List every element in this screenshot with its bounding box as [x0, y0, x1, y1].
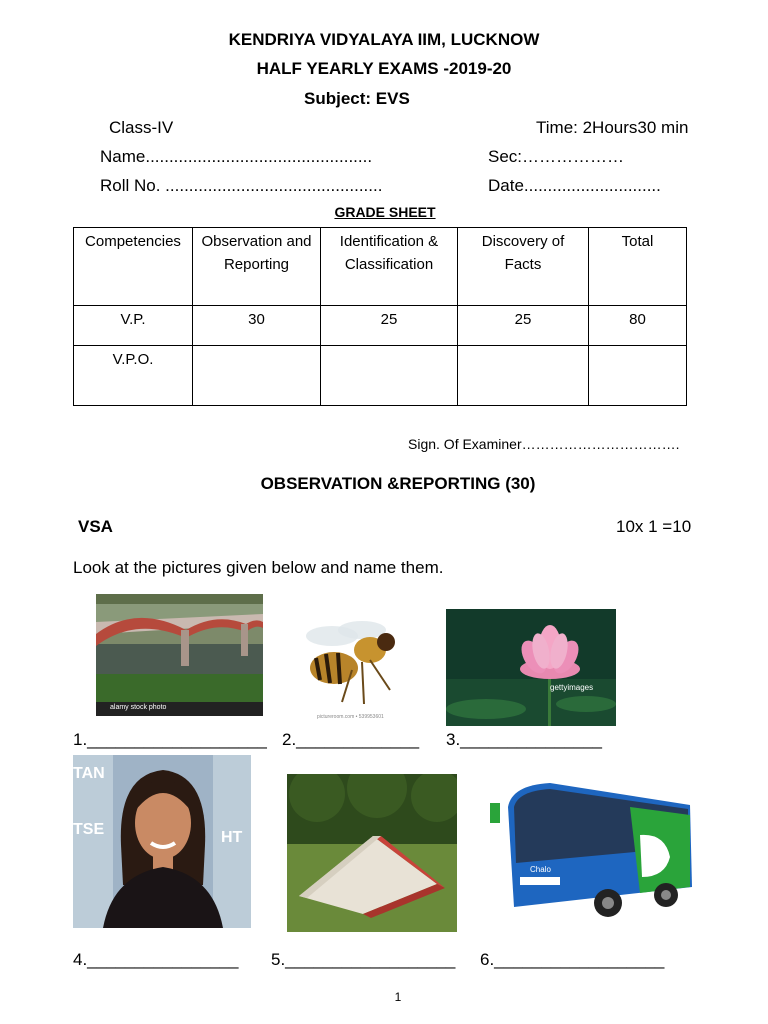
table-cell: 25 — [321, 306, 458, 346]
section-title: OBSERVATION &REPORTING (30) — [260, 474, 536, 493]
answer-line-1: 1.___________________ — [73, 730, 267, 749]
instruction-text: Look at the pictures given below and name them. — [73, 558, 444, 577]
subject-title: Subject: EVS — [304, 89, 410, 108]
class-label: Class-IV — [109, 118, 174, 137]
roll-number-field: Roll No. .............................................. — [100, 176, 383, 195]
bus-text: Chalo — [530, 865, 551, 874]
table-cell — [193, 346, 321, 406]
school-name: KENDRIYA VIDYALAYA IIM, LUCKNOW — [228, 30, 540, 49]
bee-caption: pictureroom.com • 539953601 — [317, 714, 384, 720]
tent-picture — [287, 774, 457, 932]
table-cell — [458, 346, 589, 406]
answer-line-2: 2._____________ — [282, 730, 420, 749]
table-header-cell: Competencies — [74, 228, 193, 306]
person-picture — [73, 755, 251, 928]
answer-line-4: 4.________________ — [73, 950, 239, 969]
marks-label: 10x 1 =10 — [616, 517, 692, 536]
bus-picture — [490, 777, 696, 920]
table-cell: 25 — [458, 306, 589, 346]
answer-line-5: 5.__________________ — [271, 950, 456, 969]
table-cell — [321, 346, 458, 406]
page-number: 1 — [394, 990, 402, 1004]
grade-sheet-title: GRADE SHEET — [334, 204, 436, 220]
answer-line-6: 6.__________________ — [480, 950, 665, 969]
time-label: Time: 2Hours30 min — [536, 118, 689, 137]
grade-sheet-table — [73, 227, 687, 406]
table-header-cell: Total — [589, 228, 687, 306]
bridge-caption: alamy stock photo — [110, 704, 167, 711]
table-row — [74, 346, 687, 406]
examiner-signature: Sign. Of Examiner……………………………. — [408, 436, 680, 452]
name-field: Name................................................ — [100, 147, 373, 166]
backdrop-text-2: TSE — [73, 821, 105, 838]
table-cell: 30 — [193, 306, 321, 346]
table-header-cell: Observation and Reporting — [193, 228, 321, 306]
table-row — [74, 228, 687, 306]
question-type: VSA — [78, 517, 113, 536]
table-row — [74, 306, 687, 346]
backdrop-text-1: TAN — [73, 765, 105, 782]
date-field: Date............................. — [488, 176, 661, 195]
exam-title: HALF YEARLY EXAMS -2019-20 — [256, 59, 512, 78]
table-cell: 80 — [589, 306, 687, 346]
bee-picture — [292, 610, 405, 722]
lotus-picture — [446, 609, 616, 726]
section-field: Sec:……………… — [488, 147, 625, 166]
table-cell: V.P.O. — [74, 346, 193, 406]
lotus-watermark: gettyimages — [550, 683, 594, 692]
bridge-picture — [96, 594, 263, 716]
backdrop-text-3: HT — [221, 829, 243, 846]
table-cell — [589, 346, 687, 406]
table-header-cell: Discovery of Facts — [458, 228, 589, 306]
answer-line-3: 3._______________ — [446, 730, 602, 749]
table-header-cell: Identification & Classification — [321, 228, 458, 306]
table-cell: V.P. — [74, 306, 193, 346]
